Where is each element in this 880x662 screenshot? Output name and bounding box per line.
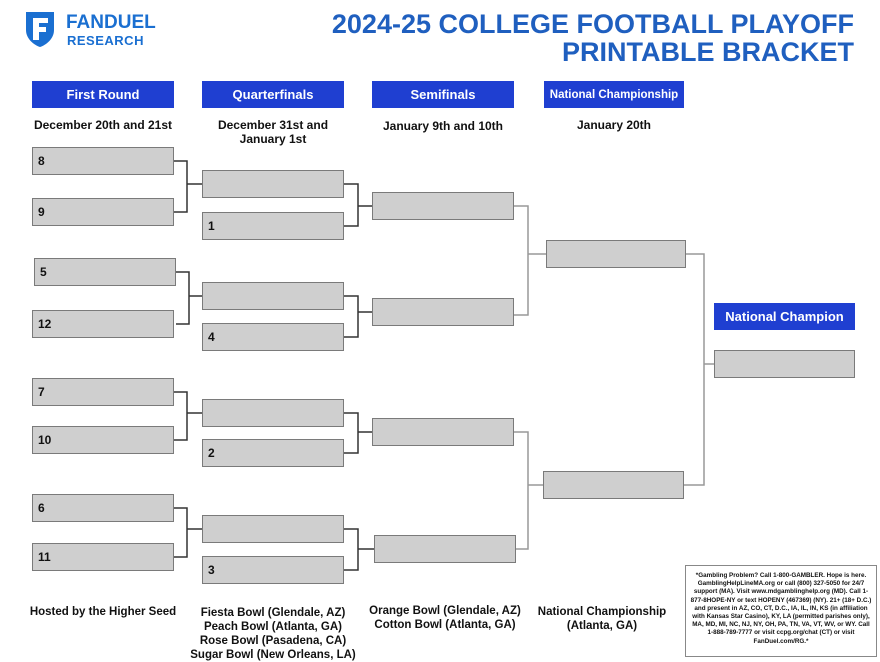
r1-slot-5[interactable] [32, 378, 174, 406]
sf-slot-3[interactable] [372, 418, 514, 446]
seed-label: 5 [40, 265, 47, 279]
bowl-cotton: Cotton Bowl (Atlanta, GA) [374, 619, 516, 631]
bowl-orange: Orange Bowl (Glendale, AZ) [369, 605, 521, 617]
sf-slot-1[interactable] [372, 192, 514, 220]
bowl-fiesta: Fiesta Bowl (Glendale, AZ) [200, 607, 346, 619]
footer-national-championship [530, 605, 674, 633]
championship-slot-2[interactable] [543, 471, 684, 499]
footer-quarterfinals [186, 606, 360, 662]
r1-slot-4[interactable] [32, 310, 174, 338]
bowl-rose: Rose Bowl (Pasadena, CA) [199, 635, 347, 647]
qf-slot-2[interactable] [202, 212, 344, 240]
date-quarterfinals: December 31st and January 1st [217, 118, 329, 146]
footer-first-round: Hosted by the Higher Seed [29, 606, 177, 618]
r1-slot-1[interactable] [32, 147, 174, 175]
header-national-champion: National Champion [714, 303, 855, 330]
r1-slot-6[interactable] [32, 426, 174, 454]
seed-label: 7 [38, 385, 45, 399]
qf-slot-5[interactable] [202, 399, 344, 427]
qf-slot-4[interactable] [202, 323, 344, 351]
r1-slot-3[interactable] [34, 258, 176, 286]
championship-slot-1[interactable] [546, 240, 686, 268]
seed-label: 1 [208, 219, 215, 233]
championship-location: (Atlanta, GA) [566, 620, 638, 632]
sf-slot-4[interactable] [374, 535, 516, 563]
qf-slot-1[interactable] [202, 170, 344, 198]
seed-label: 4 [208, 330, 215, 344]
seed-label: 9 [38, 205, 45, 219]
qf-slot-6[interactable] [202, 439, 344, 467]
seed-label: 3 [208, 563, 215, 577]
r1-slot-7[interactable] [32, 494, 174, 522]
bowl-peach: Peach Bowl (Atlanta, GA) [203, 621, 343, 633]
title-line1: 2024-25 COLLEGE FOOTBALL PLAYOFF [331, 9, 854, 39]
r1-slot-8[interactable] [32, 543, 174, 571]
r1-slot-2[interactable] [32, 198, 174, 226]
seed-label: 2 [208, 446, 215, 460]
champion-slot[interactable] [714, 350, 855, 378]
qf-slot-3[interactable] [202, 282, 344, 310]
championship-name: National Championship [537, 606, 667, 618]
title-line2: PRINTABLE BRACKET [562, 37, 854, 67]
header-semifinals: Semifinals [372, 81, 514, 108]
date-national-championship: January 20th [576, 118, 652, 132]
date-first-round: December 20th and 21st [33, 118, 173, 132]
bowl-sugar: Sugar Bowl (New Orleans, LA) [190, 649, 356, 661]
logo-line1: FANDUEL [66, 12, 156, 33]
header-first-round: First Round [32, 81, 174, 108]
seed-label: 8 [38, 154, 45, 168]
footer-semifinals [362, 604, 528, 632]
header-national-championship: National Championship [544, 81, 684, 108]
seed-label: 12 [38, 317, 52, 331]
qf-slot-8[interactable] [202, 556, 344, 584]
qf-slot-7[interactable] [202, 515, 344, 543]
seed-label: 11 [38, 550, 51, 564]
date-semifinals: January 9th and 10th [382, 119, 504, 133]
seed-label: 10 [38, 433, 52, 447]
sf-slot-2[interactable] [372, 298, 514, 326]
gambling-disclaimer: *Gambling Problem? Call 1-800-GAMBLER. Hope is here. GamblingHelpLineMA.org or call (800) 327-5050 for 24/7 support (MA). Visit www.mdgamblinghelp.org (MD). Call 1-877-8HOPE-NY or text HOPENY (467369) (NY). 21+ (18+ D.C.) and present in AZ, CO, CT, D.C., IA, IL, IN, KS (in affiliation with Kansas Star Casino), KY, LA (permitted parishes only), MA, MD, MI, NC, NJ, NY, OH, PA, TN, VA, VT, WV, or WY. Call 1-888-789-7777 or visit ccpg.org/chat (CT) or visit FanDuel.com/RG.* [685, 565, 877, 657]
header-quarterfinals: Quarterfinals [202, 81, 344, 108]
seed-label: 6 [38, 501, 45, 515]
logo-line2: RESEARCH [67, 33, 144, 48]
